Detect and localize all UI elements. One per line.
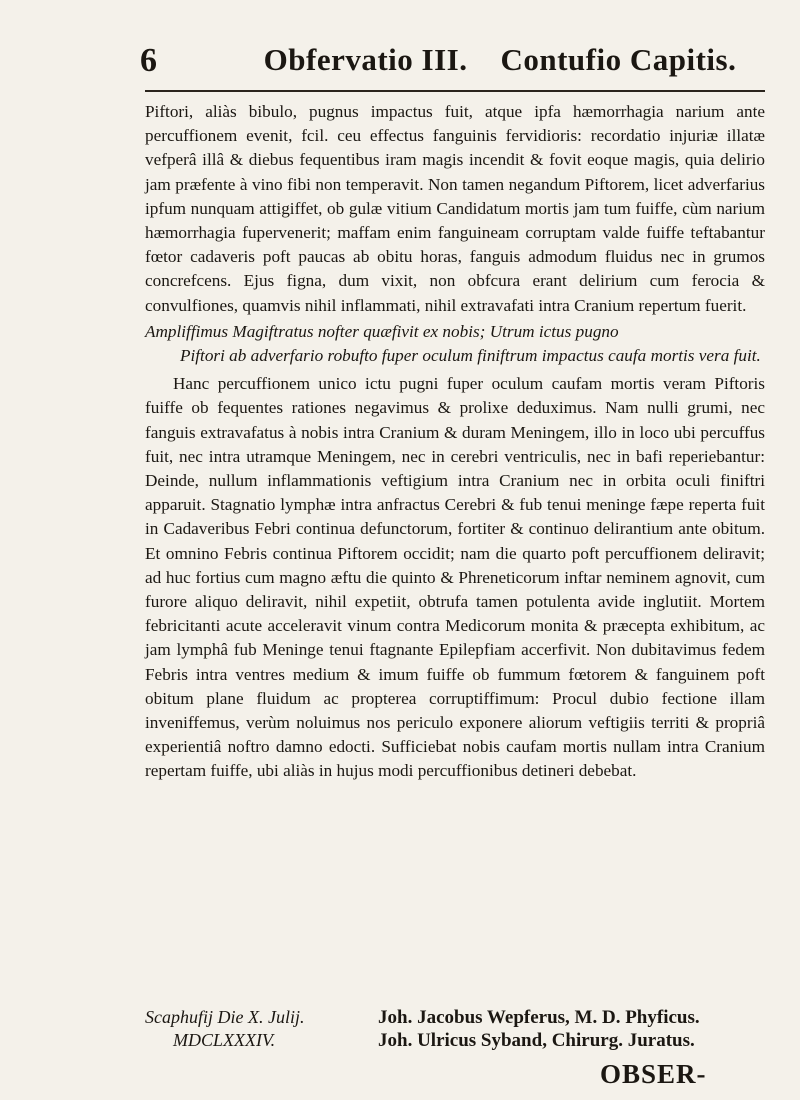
question-line-1: Ampliffimus Magiftratus nofter quæfivit ex nobis; Utrum ictus pugno [145, 321, 619, 341]
signature-place-date [145, 1006, 304, 1052]
signer-surgeon: Joh. Ulricus Syband, Chirurg. Juratus. [378, 1030, 695, 1051]
signature-signers [378, 1006, 700, 1052]
question-line-2: Piftori ab adverfario robufto fuper oculum finiftrum impactus caufa mortis vera fuit. [180, 346, 761, 366]
signature-year: MDCLXXXIV. [173, 1030, 276, 1050]
paragraph-case-description: Piftori, aliàs bibulo, pugnus impactus fuit, atque ipfa hæmorrhagia narium ante percuffionem evenit, fcil. ceu effectus fanguinis fervidioris: recordatio injuriæ illatæ vefperâ illâ & diebus fequentibus iram magis incendit & fovit eoque magis, quia delirio jam præfente à vino fibi non temperavit. Non tamen negandum Piftorem, licet adverfarius ipfum nunquam attigiffet, ob gulæ vitium Candidatum mortis jam tum fuiffe, cùm narium hæmorrhagia fupervenerit; maffam enim fanguineam corruptam valde fuiffe teftabantur fœtor cadaveris poft paucas ab obitu horas, fanguis admodum fluidus nec in grumos concrefcens. Ejus figna, dum vixit, non obfcura erant delirium cum ferocia & convulfiones, quamvis nihil inflammati, nihil extravafati intra Cranium repertum fuerit. [145, 102, 765, 315]
header-rule [145, 90, 765, 92]
signature-block [145, 1006, 765, 1056]
paragraph-findings: Hanc percuffionem unico ictu pugni fuper oculum caufam mortis veram Piftoris fuiffe ob fequentes rationes negavimus & prolixe deduximus. Nam nulli grumi, nec fanguis extravafatus à nobis intra Cranium & duram Meningem, illo in loco ubi percuffus fuit, nec intra utramque Meningem, nec in cerebri ventriculis, nec in bafi reperiebantur: Deinde, nullum inflammationis veftigium intra Cranium nec in orbita oculi finiftri apparuit. Stagnatio lymphæ intra anfractus Cerebri & fub tenui meninge fæpe reperta fuit in Cadaveribus Febri continua defunctorum, fortiter & continuo delirantium ante obitum. Et omnino Febris continua Piftorem occidit; nam die quarto poft percuffionem deliravit; ad huc fortius cum magno æftu die quinto & Phreneticorum inftar neminem agnovit, cum furore aliquo deliravit, nihil expetiit, obtrufa tamen potulenta avide inglutiit. Mortem febricitanti acute acceleravit vinum contra Medicorum monita & præcepta exhibitum, ac jam lymphâ fub Meninge tenui ftagnante Epilepfiam accerfivit. Non dubitavimus fedem Febris intra ventres medium & imum fuiffe ob fummum fœtorem & fanguinem poft obitum plane fluidum ac propterea corruptiffimum: Procul dubio fectione illam inveniffemus, verùm noluimus nos periculo exponere aliorum veftigiis territi & propriâ experientiâ noftro damno edocti. Sufficiebat nobis caufam mortis nullam intra Cranium repertam fuiffe, ubi aliàs in hujus modi percuffionibus detineri debebat. [145, 374, 765, 781]
page-number: 6 [140, 42, 157, 79]
main-text [145, 100, 765, 784]
catchword: OBSER- [600, 1059, 707, 1089]
running-head: Obfervatio III. Contufio Capitis. [263, 42, 737, 77]
magistrate-question [145, 320, 765, 368]
page-header [140, 42, 760, 82]
signer-physician: Joh. Jacobus Wepferus, M. D. Phyficus. [378, 1007, 700, 1028]
signature-place: Scaphufij Die X. Julij. [145, 1007, 305, 1027]
